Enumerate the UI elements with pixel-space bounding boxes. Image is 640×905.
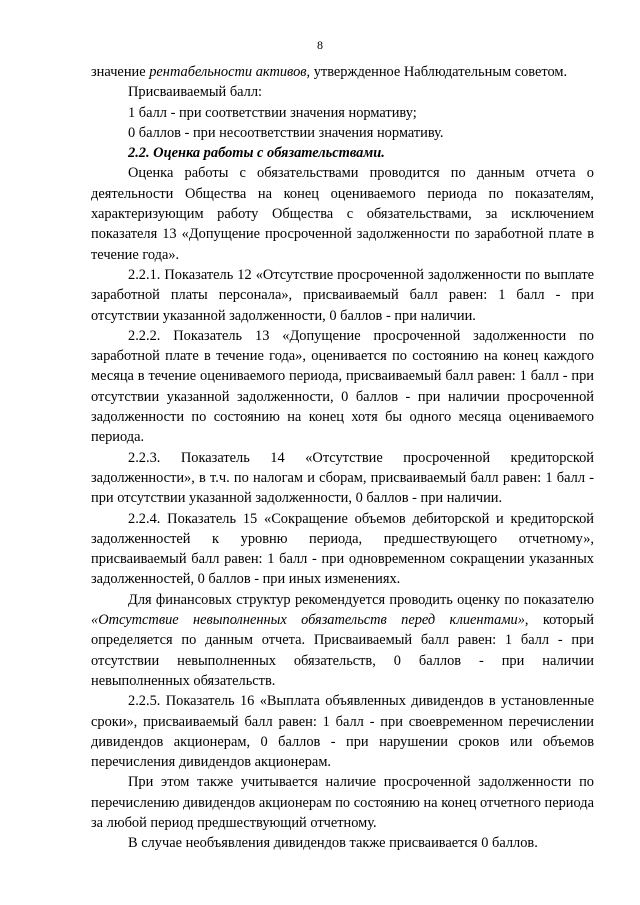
paragraph-2-2-5: 2.2.5. Показатель 16 «Выплата объявленных дивидендов в установленные сроки», присваиваемый балл равен: 1 балл - при своевременном перечислении дивидендов акционерам, 0 баллов - при нарушении сроков или объемов перечисления дивидендов акционерам.: [91, 693, 594, 771]
emphasis-text: «Отсутствие невыполненных обязательств перед клиентами»: [91, 612, 525, 629]
document-body: [91, 62, 594, 854]
paragraph-financial-structures: [91, 590, 594, 691]
paragraph-2-2-2: 2.2.2. Показатель 13 «Допущение просроченной задолженности по заработной плате в течение года», оценивается по состоянию на конец каждого месяца в течение оцениваемого периода, присваиваемый балл равен: 1 балл - при отсутствии указанной задолженности, 0 баллов - при наличии просроченной задолженности по состоянию на конец хотя бы одного месяца оцениваемого периода.: [91, 327, 594, 446]
paragraph-text: значение: [91, 64, 150, 80]
paragraph-dividend-arrears: При этом также учитывается наличие просроченной задолженности по перечислению дивидендов акционерам по состоянию на конец отчетного периода за любой период предшествующий отчетному.: [91, 774, 594, 831]
paragraph-no-dividends: В случае необъявления дивидендов также присваивается 0 баллов.: [128, 835, 538, 852]
section-heading-2-2: 2.2. Оценка работы с обязательствами.: [128, 145, 385, 162]
page-number: 8: [317, 38, 323, 52]
paragraph-score-label: Присваиваемый балл:: [128, 84, 263, 101]
paragraph-text: , который определяется по данным отчета. Присваиваемый балл равен: 1 балл - при отсутствии невыполненных обязательств, 0 баллов - при наличии невыполненных обязательств.: [91, 612, 594, 689]
paragraph-score-1: 1 балл - при соответствии значения нормативу;: [128, 104, 417, 121]
paragraph-score-0: 0 баллов - при несоответствии значения нормативу.: [128, 124, 444, 141]
paragraph-2-2-1: 2.2.1. Показатель 12 «Отсутствие просроченной задолженности по выплате заработной платы персонала», присваиваемый балл равен: 1 балл - при отсутствии указанной задолженности, 0 баллов - при наличии.: [91, 266, 594, 324]
paragraph-obligations-intro: Оценка работы с обязательствами проводится по данным отчета о деятельности Общества на конец оцениваемого периода по показателям, характеризующим работу Общества с обязательствами, за исключением показателя 13 «Допущение просроченной задолженности по заработной плате в течение года».: [91, 165, 594, 263]
paragraph-text: Для финансовых структур рекомендуется проводить оценку по показателю: [128, 591, 594, 608]
paragraph-2-2-3: 2.2.3. Показатель 14 «Отсутствие просроченной кредиторской задолженности», в т.ч. по налогам и сборам, присваиваемый балл равен: 1 балл - при отсутствии указанной задолженности, 0 баллов - при наличии.: [91, 449, 594, 507]
paragraph-return-on-assets: [91, 62, 594, 82]
emphasis-text: рентабельности активов: [149, 64, 307, 80]
paragraph-2-2-4: 2.2.4. Показатель 15 «Сокращение объемов дебиторской и кредиторской задолженностей к уровню периода, предшествующего отчетному», присваиваемый балл равен: 1 балл - при одновременном сокращении указанных задолженностей, 0 баллов - при иных изменениях.: [91, 510, 594, 588]
paragraph-text: , утвержденное Наблюдательным советом.: [306, 64, 568, 80]
